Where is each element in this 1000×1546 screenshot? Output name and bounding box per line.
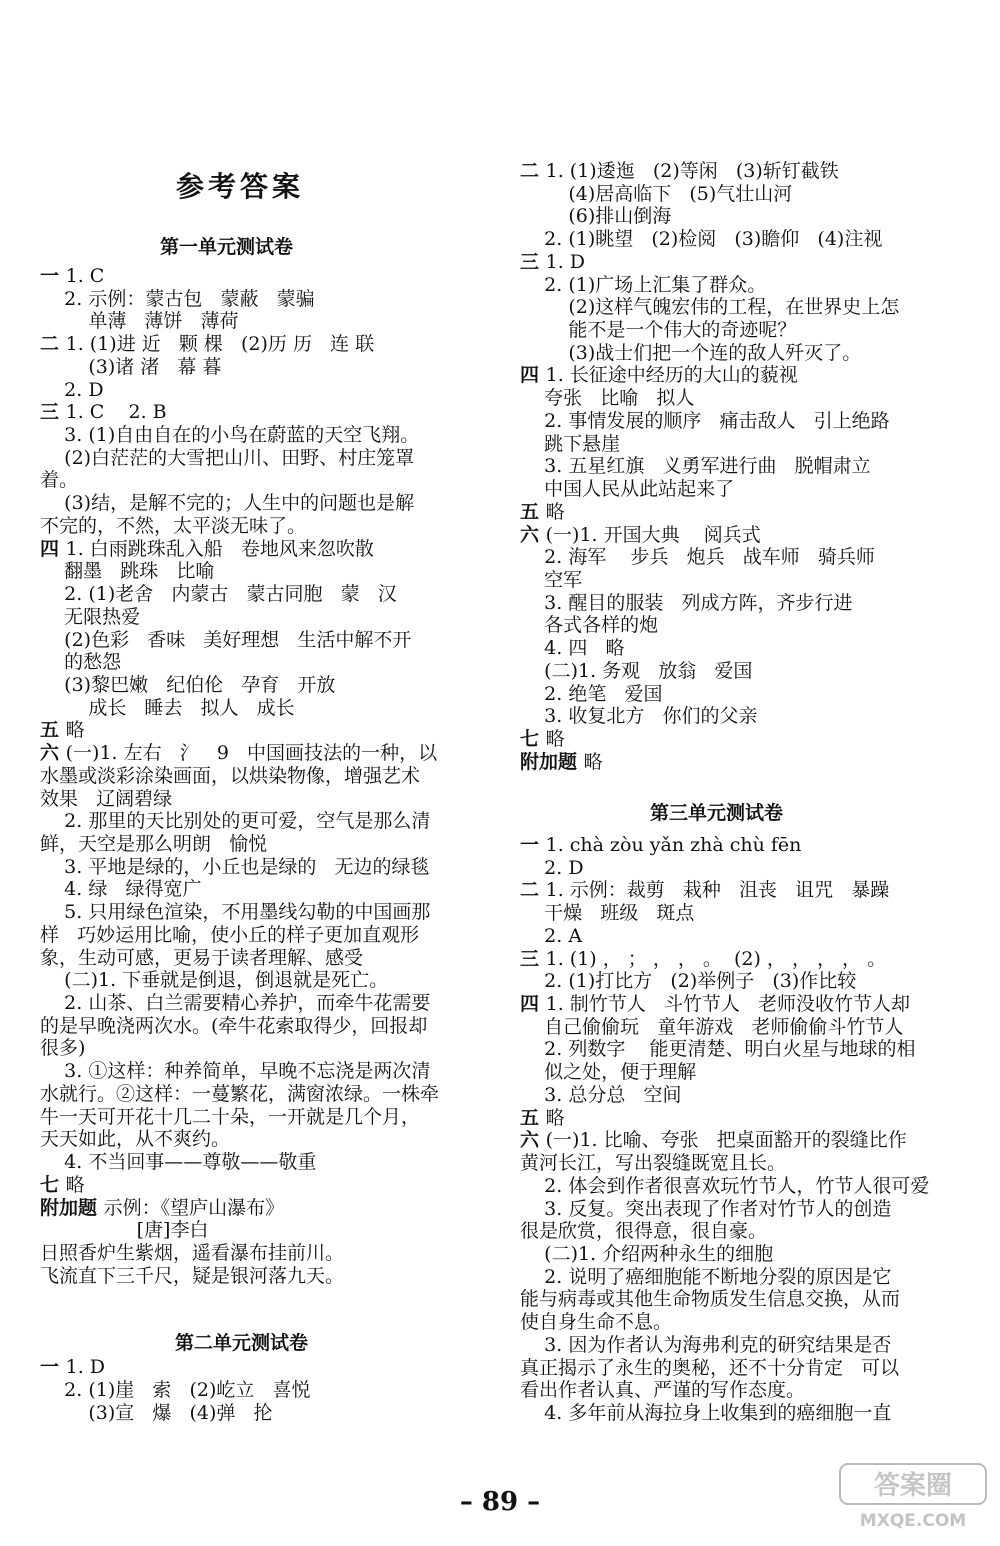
answer-text: (2)色彩 香味 美好理想 生活中解不开 [40, 629, 412, 651]
answer-text: 天天如此，从不爽约。 [40, 1128, 231, 1150]
unit-heading: 第三单元测试卷 [650, 802, 784, 824]
left-answer-line [40, 674, 335, 696]
section-marker: 一 [520, 834, 546, 856]
answer-text: 很是欣赏，很得意，很自豪。 [520, 1220, 768, 1242]
left-answer-line [40, 924, 419, 946]
answer-text: 2. (1)崖 索 (2)屹立 喜悦 [40, 1379, 311, 1401]
answer-text: 1. (1)进 近 颗 棵 (2)历 历 连 联 [65, 333, 375, 355]
right-answer-line [520, 160, 839, 182]
right-answer-line [520, 228, 882, 250]
answer-text: 略 [583, 751, 603, 773]
answer-text: 略 [65, 1174, 85, 1196]
answer-text: 翻墨 跳珠 比喻 [40, 560, 215, 582]
left-answer-line [40, 1106, 420, 1128]
left-answer-line [40, 992, 430, 1014]
section-marker: 三 [40, 401, 66, 423]
answer-text: 3. (1)自由自在的小鸟在蔚蓝的天空飞翔。 [40, 424, 420, 446]
right-answer-line [520, 524, 761, 546]
section-marker: 一 [40, 1356, 66, 1378]
watermark-top-text: 答案圈 [873, 1471, 953, 1501]
right-answer-line [520, 183, 792, 205]
right-answer-line [520, 251, 585, 273]
answer-text: 1. (1)逶迤 (2)等闲 (3)斩钉截铁 [545, 160, 839, 182]
right-answer-line [520, 728, 565, 750]
answer-text: 鲜，天空是那么明朗 愉悦 [40, 833, 268, 855]
answer-text: 2. 绝笔 爱国 [520, 683, 663, 705]
answer-text: 1. 白雨跳珠乱入船 卷地风来忽吹散 [65, 538, 374, 560]
left-answer-line [40, 379, 104, 401]
answer-text: 跳下悬崖 [520, 433, 621, 455]
answer-text: 成长 睡去 拟人 成长 [40, 697, 295, 719]
answer-text: 2. 那里的天比别处的更可爱，空气是那么清 [40, 810, 431, 832]
answer-text: 1. D [545, 251, 586, 273]
answer-text: 的愁怨 [40, 651, 122, 673]
left-answer-line [40, 515, 306, 537]
answer-text: 真正揭示了永生的奥秘，还不十分肯定 可以 [520, 1357, 900, 1379]
answer-text: 牛一天可开花十几二十朵，一开就是几个月， [40, 1106, 421, 1128]
right-answer-line [520, 1084, 681, 1106]
page-number: – 89 – [459, 1487, 541, 1517]
answer-text: 着。 [40, 469, 79, 491]
left-answer-line [40, 765, 420, 787]
answer-text: 使自身生命不息。 [520, 1311, 673, 1333]
right-answer-line [520, 834, 801, 856]
answer-text: 2. D [520, 857, 584, 879]
answer-text: 各式各样的炮 [520, 614, 659, 636]
right-answer-line [520, 1266, 891, 1288]
left-answer-line [40, 447, 414, 469]
section-marker: 七 [520, 728, 546, 750]
right-answer-line [520, 364, 798, 386]
answer-text: 能不是一个伟大的奇迹呢？ [520, 319, 797, 341]
right-answer-line [520, 614, 658, 636]
left-answer-line [40, 1242, 344, 1264]
answer-text: 2. 示例：蒙古包 蒙蔽 蒙骗 [40, 288, 315, 310]
answer-text: 1. C [65, 265, 105, 287]
answer-text: (2)白茫茫的大雪把山川、田野、村庄笼罩 [40, 447, 415, 469]
answer-text: 2. 海军 步兵 炮兵 战车师 骑兵师 [520, 546, 875, 568]
answer-text: (一)1. 开国大典 阅兵式 [545, 524, 761, 546]
answer-text: 3. 平地是绿的，小丘也是绿的 无边的绿毯 [40, 856, 430, 878]
answer-text: 4. 多年前从海拉身上收集到的癌细胞一直 [520, 1402, 892, 1424]
answer-text: 的是早晚浇两次水。(牵牛花索取得少，回报却 [40, 1015, 428, 1037]
answer-text: 2. 事情发展的顺序 痛击敌人 引上绝路 [520, 410, 890, 432]
answer-text: 2. 体会到作者很喜欢玩竹节人，竹节人很可爱 [520, 1175, 930, 1197]
right-answer-line [520, 319, 796, 341]
answer-text: (3)诸 渚 幕 暮 [40, 356, 222, 378]
section-marker: 五 [520, 501, 546, 523]
answer-text: 4. 绿 绿得宽广 [40, 878, 202, 900]
right-answer-line [520, 1402, 891, 1424]
right-answer-line [520, 342, 861, 364]
section-marker: 二 [520, 879, 546, 901]
answer-text: 示例：《望庐山瀑布》 [103, 1197, 285, 1219]
right-answer-line [520, 857, 584, 879]
answer-text: 1. C 2. B [65, 401, 167, 423]
answer-text: 效果 辽阔碧绿 [40, 788, 173, 810]
answer-text: 很多) [40, 1037, 86, 1059]
answer-text: 干燥 班级 斑点 [520, 902, 695, 924]
answer-text: 3. 收复北方 你们的父亲 [520, 705, 758, 727]
answer-text: 5. 只用绿色渲染，不用墨线勾勒的中国画那 [40, 901, 431, 923]
left-answer-line [40, 969, 388, 991]
answer-text: (二)1. 务观 放翁 爱国 [520, 660, 753, 682]
answer-text: 空军 [520, 569, 583, 591]
left-answer-line [40, 1174, 85, 1196]
right-answer-line [520, 274, 766, 296]
answer-text: 夸张 比喻 拟人 [520, 387, 695, 409]
section-marker: 五 [520, 1107, 546, 1129]
answer-text: 4. 四 略 [520, 637, 625, 659]
left-answer-line [40, 1015, 427, 1037]
right-answer-line [520, 1152, 786, 1174]
answer-text: 1. (1) ， ； ， ， 。 (2) ， ， ， ， 。 [545, 948, 887, 970]
left-answer-line [40, 1219, 208, 1241]
left-answer-line [40, 492, 414, 514]
right-answer-line [520, 1220, 767, 1242]
section-marker: 四 [520, 364, 546, 386]
answer-text: 中国人民从此站起来了 [520, 478, 735, 500]
right-answer-line [520, 1175, 929, 1197]
right-answer-line [520, 205, 671, 227]
left-answer-line [40, 469, 78, 491]
answer-text: 1. D [65, 1356, 106, 1378]
left-answer-line [40, 424, 419, 446]
left-answer-line [40, 1037, 85, 1059]
section-marker: 附加题 [520, 751, 584, 773]
right-answer-line [520, 1288, 900, 1310]
answer-text: 2. (1)广场上汇集了群众。 [520, 274, 767, 296]
left-answer-line [40, 901, 430, 923]
answer-text: 3. 醒目的服装 列成方阵，齐步行进 [520, 592, 853, 614]
watermark-logo [838, 1462, 988, 1534]
answer-text: 3. ①这样：种养简单，早晚不忘浇是两次清 [40, 1060, 431, 1082]
left-answer-line [40, 947, 363, 969]
watermark-bottom-text: MXQE.COM [859, 1511, 967, 1531]
answer-text: 自己偷偷玩 童年游戏 老师偷偷斗竹节人 [520, 1016, 904, 1038]
right-answer-line [520, 455, 871, 477]
answer-text: 黄河长江，写出裂缝既宽且长。 [520, 1152, 787, 1174]
answer-text: (2)这样气魄宏伟的工程，在世界史上怎 [520, 296, 900, 318]
section-marker: 七 [40, 1174, 66, 1196]
answer-text: 2. 列数字 能更清楚、明白火星与地球的相 [520, 1038, 916, 1060]
right-answer-line [520, 1311, 672, 1333]
right-answer-line [520, 501, 565, 523]
left-answer-line [40, 719, 85, 741]
answer-text: (一)1. 左右 氵 9 中国画技法的一种，以 [65, 742, 438, 764]
right-answer-line [520, 705, 757, 727]
section-marker: 三 [520, 251, 546, 273]
answer-text: 不完的，不然，太平淡无味了。 [40, 515, 307, 537]
answer-text: 样 巧妙运用比喻，使小丘的样子更加直观形 [40, 924, 420, 946]
answer-text: 1. 长征途中经历的大山的藐视 [545, 364, 798, 386]
left-answer-line [40, 606, 140, 628]
right-answer-line [520, 1379, 805, 1401]
answer-text: (二)1. 介绍两种永生的细胞 [520, 1243, 774, 1265]
answer-text: 略 [65, 719, 85, 741]
section-marker: 五 [40, 719, 66, 741]
left-answer-line [40, 401, 167, 423]
section-marker: 六 [520, 1129, 546, 1151]
right-answer-line [520, 1016, 903, 1038]
answer-text: 似之处，便于理解 [520, 1061, 697, 1083]
right-answer-line [520, 879, 889, 901]
answer-text: (6)排山倒海 [520, 205, 672, 227]
left-answer-line [40, 583, 397, 605]
answer-text: 略 [545, 728, 565, 750]
left-answer-line [40, 629, 411, 651]
left-answer-line [40, 833, 267, 855]
left-answer-line [40, 538, 374, 560]
left-answer-line [40, 1060, 430, 1082]
answer-text: (3)战士们把一个连的敌人歼灭了。 [520, 342, 862, 364]
left-answer-line [40, 1083, 439, 1105]
right-answer-line [520, 296, 899, 318]
answer-text: 看出作者认真、严谨的写作态度。 [520, 1379, 806, 1401]
answer-text: (3)结，是解不完的；人生中的问题也是解 [40, 492, 415, 514]
right-answer-line [520, 993, 910, 1015]
answer-text: 2. (1)打比方 (2)举例子 (3)作比较 [520, 970, 857, 992]
answer-text: 2. A [520, 925, 583, 947]
left-answer-line [40, 1356, 105, 1378]
answer-text: 2. 山茶、白兰需要精心养护，而牵牛花需要 [40, 992, 431, 1014]
answer-text: 3. 因为作者认为海弗利克的研究结果是否 [520, 1334, 892, 1356]
right-answer-line [520, 1129, 907, 1151]
left-answer-line [40, 333, 374, 355]
left-answer-line [40, 1128, 230, 1150]
right-answer-line [520, 970, 856, 992]
left-answer-line [40, 878, 201, 900]
right-answer-line [520, 1243, 773, 1265]
answer-text: 4. 不当回事——尊敬——敬重 [40, 1151, 317, 1173]
page-title: 参考答案 [176, 170, 305, 203]
answer-text: 2. 说明了癌细胞能不断地分裂的原因是它 [520, 1266, 892, 1288]
answer-text: 2. D [40, 379, 104, 401]
answer-text: 3. 总分总 空间 [520, 1084, 682, 1106]
left-answer-line [40, 856, 429, 878]
section-marker: 四 [40, 538, 66, 560]
answer-text: 3. 反复。突出表现了作者对竹节人的创造 [520, 1198, 892, 1220]
right-answer-line [520, 410, 890, 432]
left-answer-line [40, 265, 104, 287]
answer-text: (3)黎巴嫩 纪伯伦 孕育 开放 [40, 674, 336, 696]
right-answer-line [520, 1038, 916, 1060]
right-answer-line [520, 569, 582, 591]
section-marker: 三 [520, 948, 546, 970]
answer-text: 1. chà zòu yǎn zhà chù fēn [545, 834, 802, 856]
right-answer-line [520, 433, 620, 455]
right-answer-line [520, 948, 886, 970]
left-answer-line [40, 356, 221, 378]
left-answer-line [40, 1197, 284, 1219]
unit-heading: 第一单元测试卷 [160, 236, 294, 258]
right-answer-line [520, 751, 603, 773]
answer-text: 2. (1)眺望 (2)检阅 (3)瞻仰 (4)注视 [520, 228, 883, 250]
answer-text: 单薄 薄饼 薄荷 [40, 310, 239, 332]
answer-text: 象，生动可感，更易于读者理解、感受 [40, 947, 364, 969]
right-answer-line [520, 925, 582, 947]
left-answer-line [40, 1402, 273, 1424]
right-answer-line [520, 387, 694, 409]
left-answer-line [40, 742, 437, 764]
right-answer-line [520, 683, 662, 705]
right-answer-line [520, 478, 734, 500]
left-answer-line [40, 560, 214, 582]
answer-text: (二)1. 下垂就是倒退，倒退就是死亡。 [40, 969, 389, 991]
left-answer-line [40, 697, 295, 719]
answer-text: 能与病毒或其他生命物质发生信息交换，从而 [520, 1288, 901, 1310]
answer-text: (一)1. 比喻、夸张 把桌面豁开的裂缝比作 [545, 1129, 907, 1151]
answer-text: 飞流直下三千尺，疑是银河落九天。 [40, 1265, 345, 1287]
left-answer-line [40, 1379, 311, 1401]
answer-text: (3)宣 爆 (4)弹 抡 [40, 1402, 273, 1424]
left-answer-line [40, 810, 430, 832]
left-answer-line [40, 788, 172, 810]
answer-text: 略 [545, 501, 565, 523]
right-answer-line [520, 902, 694, 924]
left-answer-line [40, 310, 239, 332]
right-answer-line [520, 660, 752, 682]
unit-heading: 第二单元测试卷 [175, 1332, 309, 1354]
answer-text: 略 [545, 1107, 565, 1129]
answer-text: 1. 示例：裁剪 栽种 沮丧 诅咒 暴躁 [545, 879, 890, 901]
left-answer-line [40, 651, 121, 673]
answer-text: 1. 制竹节人 斗竹节人 老师没收竹节人却 [545, 993, 911, 1015]
right-answer-line [520, 1198, 891, 1220]
answer-text: [唐]李白 [40, 1219, 209, 1241]
right-answer-line [520, 1061, 696, 1083]
answer-text: (4)居高临下 (5)气壮山河 [520, 183, 793, 205]
answer-text: 无限热爱 [40, 606, 141, 628]
answer-text: 3. 五星红旗 义勇军进行曲 脱帽肃立 [520, 455, 871, 477]
right-answer-line [520, 1334, 891, 1356]
section-marker: 六 [520, 524, 546, 546]
section-marker: 四 [520, 993, 546, 1015]
right-answer-line [520, 1107, 565, 1129]
left-answer-line [40, 1265, 344, 1287]
right-answer-line [520, 1357, 899, 1379]
section-marker: 六 [40, 742, 66, 764]
right-answer-line [520, 546, 875, 568]
section-marker: 二 [40, 333, 66, 355]
answer-text: 水墨或淡彩涂染画面，以烘染物像，增强艺术 [40, 765, 421, 787]
section-marker: 二 [520, 160, 546, 182]
answer-text: 2. (1)老舍 内蒙古 蒙古同胞 蒙 汉 [40, 583, 397, 605]
left-answer-line [40, 288, 315, 310]
section-marker: 附加题 [40, 1197, 104, 1219]
left-answer-line [40, 1151, 316, 1173]
answer-text: 水就行。②这样：一蔓繁花，满窗浓绿。一株牵 [40, 1083, 440, 1105]
right-answer-line [520, 592, 852, 614]
answer-text: 日照香炉生紫烟，遥看瀑布挂前川。 [40, 1242, 345, 1264]
section-marker: 一 [40, 265, 66, 287]
right-answer-line [520, 637, 624, 659]
